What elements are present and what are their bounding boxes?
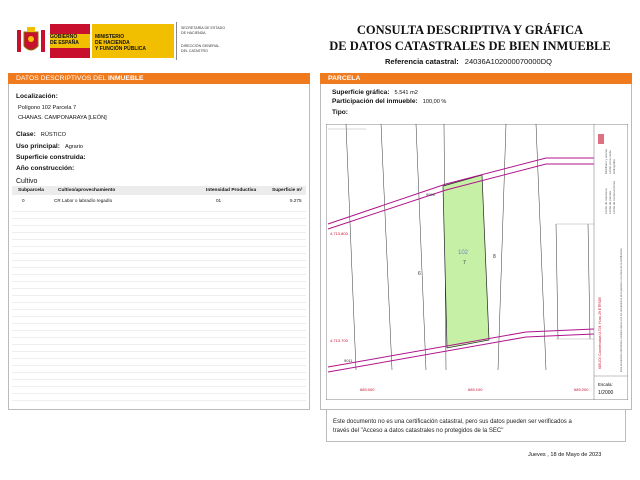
direccion-label: DIRECCIÓN GENERAL DEL CATASTRO — [181, 44, 220, 53]
gobierno-label: GOBIERNO DE ESPAÑA — [50, 34, 79, 46]
ministerio-label: MINISTERIO DE HACIENDA Y FUNCIÓN PÚBLICA — [95, 34, 147, 52]
table-row — [12, 196, 306, 204]
cell-superficie: 5.275 — [290, 198, 302, 203]
footer-date: Jueves , 18 de Mayo de 2023 — [528, 452, 602, 458]
legend-item-0: Límite de manzana — [604, 188, 608, 214]
localizacion-line2: CHANAS. CAMPONARAYA [LEÓN] — [18, 115, 107, 121]
parcela-header: PARCELA — [320, 73, 632, 84]
superficie-grafica-label: Superficie gráfica: — [332, 89, 390, 96]
col-cultivo: Cultivo/aprovechamiento — [58, 188, 116, 193]
clase-label: Clase: — [16, 131, 36, 138]
flag-band-top — [50, 24, 90, 34]
cell-cultivo: CR Labor o labradío regadío — [54, 198, 113, 203]
anio-construccion-label: Año construcción: — [16, 165, 75, 172]
col-superficie: Superficie m² — [272, 188, 303, 193]
map-scale-value: 1/2000 — [598, 390, 614, 396]
flag-band-bottom — [50, 48, 90, 58]
map-parcel-sub: 7 — [463, 260, 466, 266]
map-scale-label: Escala: — [598, 382, 613, 387]
referencia-catastral: Referencia catastral: 24036A102000070000DQ — [385, 57, 552, 66]
legend-item-5: Hidrografía — [612, 159, 616, 174]
cell-subparcela: 0 — [22, 198, 25, 203]
map-x-label-2: 689.100 — [468, 387, 483, 392]
legend-item-3: Mobiliario y aceras — [604, 148, 608, 174]
localizacion-line1: Polígono 102 Parcela 7 — [18, 105, 77, 111]
cadastral-map — [326, 124, 628, 400]
clase-value: RÚSTICO — [40, 132, 66, 138]
datos-descriptivos-header: DATOS DESCRIPTIVOS DEL INMUEBLE — [8, 73, 310, 84]
coat-of-arms-icon — [14, 26, 48, 58]
cultivo-empty-rows — [12, 205, 306, 405]
disclaimer: Este documento no es una certificación catastral, pero sus datos pueden ser verificados a través del "Acceso a datos catastrales no protegidos de la SEC" — [326, 410, 626, 442]
participacion-label: Participación del inmueble: — [332, 98, 418, 105]
superficie-construida-label: Superficie construida: — [16, 154, 86, 161]
superficie-grafica-value: 5.541 m2 — [394, 90, 418, 96]
cultivo-table-header — [12, 186, 306, 195]
uso-value: Agrario — [64, 144, 84, 150]
document-title: CONSULTA DESCRIPTIVA Y GRÁFICA DE DATOS CATASTRALES DE BIEN INMUEBLE — [329, 23, 611, 53]
header-divider — [176, 22, 177, 60]
col-subparcela: Subparcela — [18, 188, 44, 193]
map-x-label-1: 689.000 — [360, 387, 375, 392]
secretaria-label: SECRETARÍA DE ESTADO DE HACIENDA — [181, 26, 225, 35]
localizacion-label: Localización: — [16, 93, 58, 100]
map-y-label-top: 4.713.800 — [330, 231, 348, 236]
map-neighbor-right: 8 — [493, 254, 496, 260]
legend-item-2: Límite de construcciones — [612, 180, 616, 214]
legend-item-4: Límite zona verde — [608, 150, 612, 174]
cultivo-title: Cultivo — [16, 178, 38, 185]
map-parcel-number: 102 — [458, 250, 469, 256]
map-x-label-3: 689.200 — [574, 387, 589, 392]
participacion-value: 100,00 % — [422, 99, 447, 105]
tipo-label: Tipo: — [332, 109, 348, 116]
map-side-note: Este documento electrónico contiene anexo con los documentos de la parcela o los datos de la certificación. — [620, 247, 623, 372]
legend-item-1: Límite de parcela — [608, 190, 612, 214]
map-coords-note: 689,200 Coordenadas U.T.M. Huso 29 ETRS89 — [598, 297, 602, 369]
col-intensidad: Intensidad Productiva — [206, 188, 257, 193]
uso-label: Uso principal: — [16, 143, 60, 150]
parcela-7-highlight — [443, 175, 489, 348]
cell-intensidad: 01 — [216, 198, 222, 203]
map-road-label-bottom: 9011 — [344, 358, 353, 363]
map-neighbor-left: 6 — [418, 271, 421, 277]
map-road-label-top: 9999 — [426, 192, 435, 197]
map-y-label-bottom: 4.713.700 — [330, 338, 348, 343]
